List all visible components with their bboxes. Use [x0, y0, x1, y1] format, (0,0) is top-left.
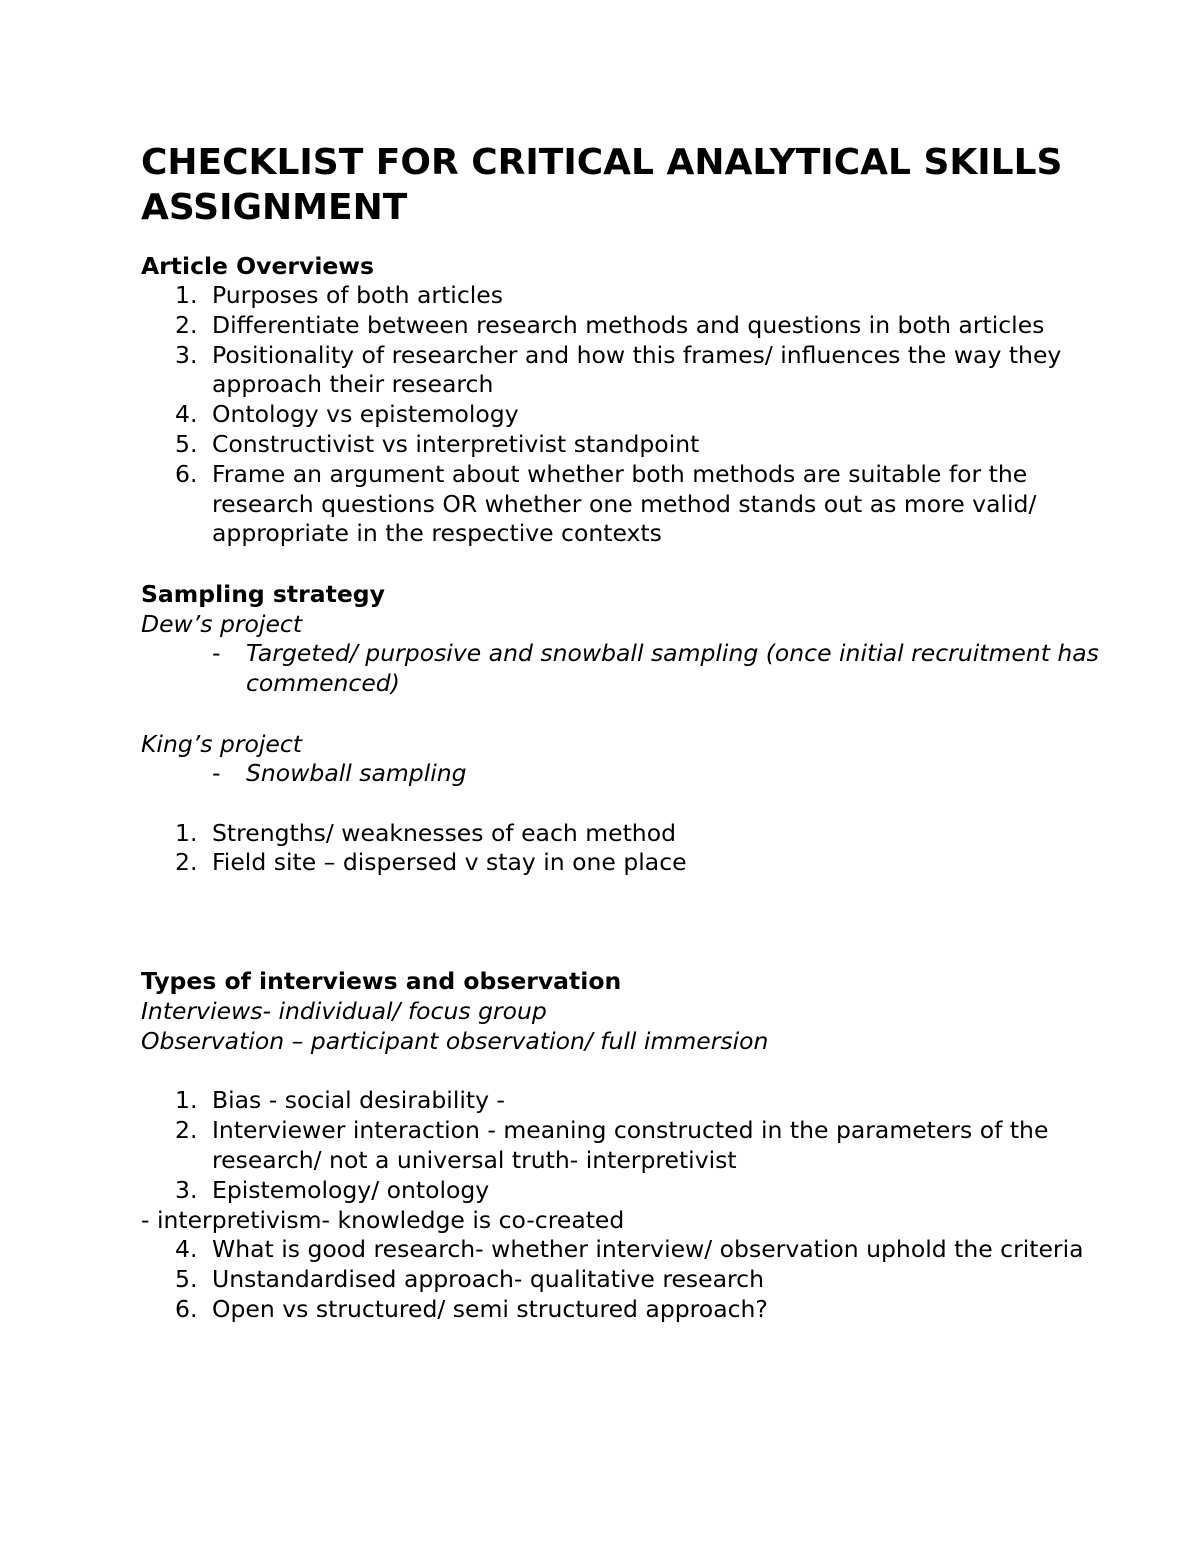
article-overviews-heading: Article Overviews — [141, 252, 375, 280]
list-item: 2. Field site – dispersed v stay in one place — [175, 848, 687, 877]
list-item: 5. Unstandardised approach- qualitative research — [175, 1265, 764, 1294]
list-item: 6. Open vs structured/ semi structured approach? — [175, 1294, 768, 1323]
interviews-line: Interviews- individual/ focus group — [141, 997, 547, 1026]
list-item: 4. Ontology vs epistemology — [175, 400, 519, 429]
observation-line: Observation – participant observation/ full immersion — [141, 1027, 769, 1056]
king-project-label: King’s project — [141, 729, 303, 758]
list-item: 1. Bias - social desirability - — [175, 1086, 505, 1115]
page-title: CHECKLIST FOR CRITICAL ANALYTICAL SKILLS ASSIGNMENT — [141, 142, 1063, 228]
list-item: 6. Frame an argument about whether both methods are suitable for the research questions OR whether one method stands out as more valid/ appropriate in the respective contexts — [175, 459, 1037, 548]
king-project-list — [141, 759, 1101, 789]
list-item: 2. Interviewer interaction - meaning constructed in the parameters of the research/ not a universal truth- interpretivist — [175, 1115, 1049, 1174]
article-overviews-list — [141, 281, 1101, 549]
list-item: 2. Differentiate between research methods and questions in both articles — [175, 310, 1045, 339]
list-item: 3. Positionality of researcher and how this frames/ influences the way they approach their research — [175, 340, 1062, 399]
interpretivism-note: - interpretivism- knowledge is co-created — [141, 1206, 625, 1235]
dew-project-label: Dew’s project — [141, 610, 303, 639]
dew-project-list — [141, 639, 1101, 699]
list-item: 3. Epistemology/ ontology — [175, 1175, 490, 1204]
list-item: - Targeted/ purposive and snowball sampling (once initial recruitment has commenced) — [212, 639, 1099, 697]
interviews-observation-heading: Types of interviews and observation — [141, 967, 622, 996]
list-item: 5. Constructivist vs interpretivist standpoint — [175, 429, 700, 458]
sampling-list — [141, 819, 1101, 879]
list-item: 1. Strengths/ weaknesses of each method — [175, 818, 676, 847]
sampling-strategy-heading: Sampling strategy — [141, 580, 385, 609]
list-item: - Snowball sampling — [212, 758, 467, 787]
list-item: 4. What is good research- whether interview/ observation uphold the criteria — [175, 1235, 1084, 1264]
document-content — [141, 140, 1101, 1325]
list-item: 1. Purposes of both articles — [175, 281, 503, 309]
interviews-list-a — [141, 1086, 1101, 1205]
interviews-list-b — [141, 1235, 1101, 1324]
